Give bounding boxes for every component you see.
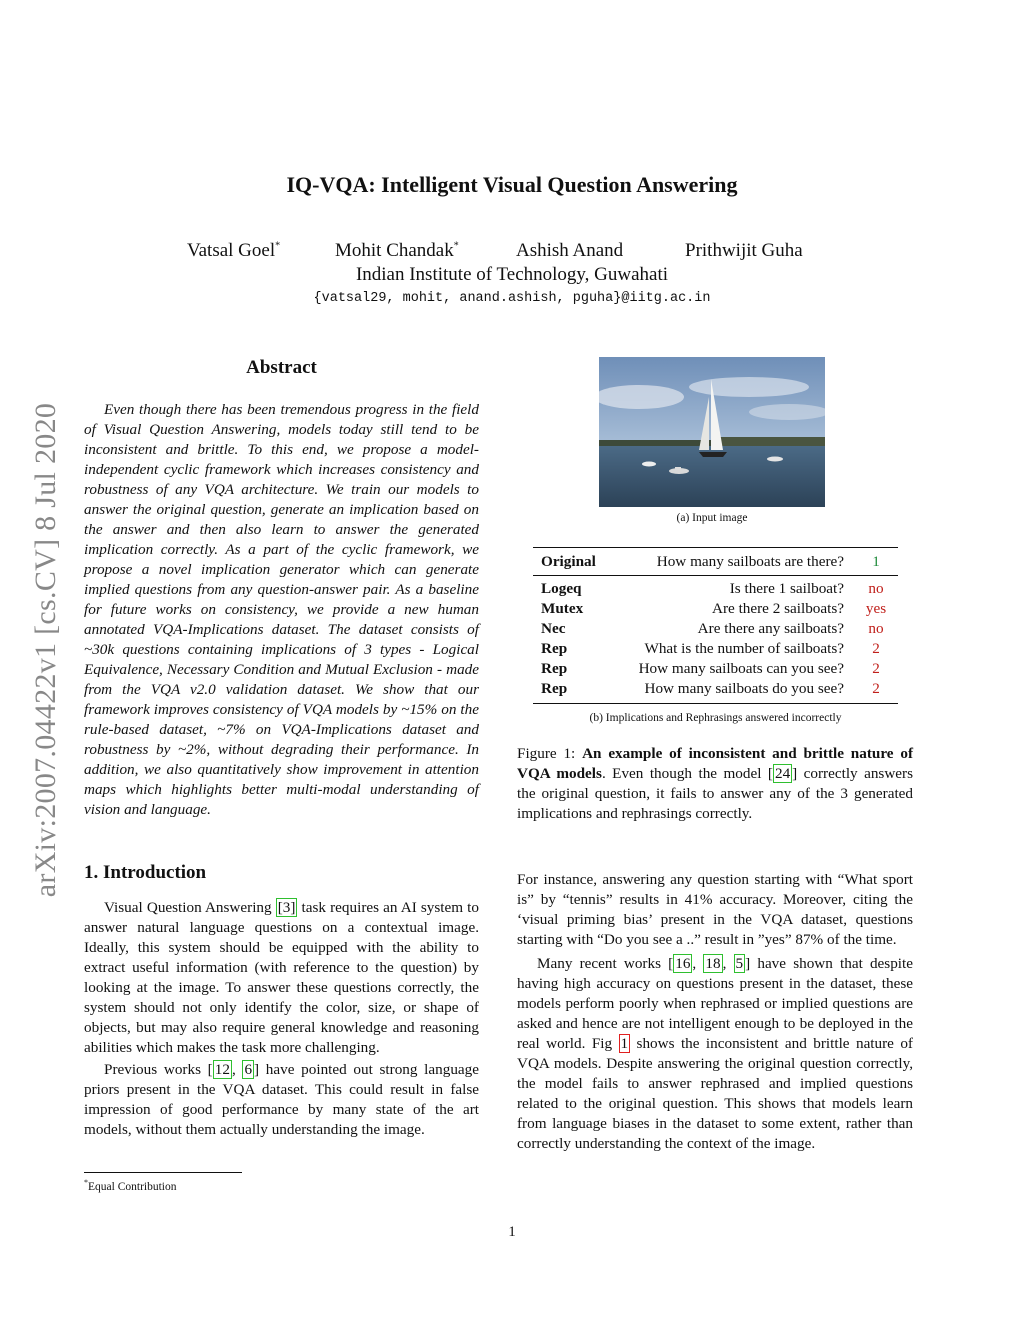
table-row-original xyxy=(533,548,898,576)
row-question: What is the number of sailboats? xyxy=(644,640,844,657)
paper-title: IQ-VQA: Intelligent Visual Question Answering xyxy=(286,172,738,197)
row-label: Logeq xyxy=(541,580,582,597)
intro-paragraph-2: Previous works [ 12 , 6 ] have pointed out strong language priors present in the VQA dataset. This could result in false impression of good performance by many state of the art models, without them actually understanding the image. xyxy=(84,1061,480,1138)
table-row xyxy=(533,639,898,659)
author-1: Vatsal Goel* xyxy=(187,240,281,261)
citation-link[interactable]: 16 xyxy=(675,955,691,972)
citation-link[interactable]: 6 xyxy=(244,1061,253,1078)
citation-link[interactable]: 12 xyxy=(214,1061,230,1078)
table-row xyxy=(533,679,898,699)
figure-subcaption-b: (b) Implications and Rephrasings answered incorrectly xyxy=(589,712,842,724)
row-answer: 2 xyxy=(872,680,880,697)
row-label: Rep xyxy=(541,660,568,677)
figure-subcaption-a: (a) Input image xyxy=(676,512,748,524)
row-question: Is there 1 sailboat? xyxy=(729,580,844,597)
right-column-body xyxy=(517,870,913,1154)
arxiv-sidebar-stamp xyxy=(18,372,74,928)
abstract-heading: Abstract xyxy=(246,357,317,378)
table-row xyxy=(533,619,898,639)
table-row xyxy=(533,599,898,619)
row-label: Original xyxy=(541,552,596,570)
intro-paragraph-1: Visual Question Answering [3] task requires an AI system to answer natural language questions on a contextual image. Ideally, this system should be equipped with the ability to extract useful information (with reference to the question) by looking at the image. To answer these questions correctly, the system should not only identify the color, size, or shape of objects, but may also require general knowledge and reasoning abilities which makes the task more challenging. xyxy=(84,899,479,1056)
row-label: Rep xyxy=(541,680,568,697)
row-question: How many sailboats do you see? xyxy=(644,680,844,697)
right-paragraph-1: For instance, answering any question starting with “What sport is” by “tennis” results in 41% accuracy. Moreover, citing the ‘visual priming bias’ present in the VQA dataset, questions starting with “Do you see a ..” result in ”yes” 87% of the time. xyxy=(517,871,913,948)
table-row xyxy=(533,659,898,679)
row-label: Rep xyxy=(541,640,568,657)
row-answer: no xyxy=(868,580,884,597)
citation-link[interactable]: 5 xyxy=(735,955,744,972)
right-paragraph-2: Many recent works [ 16 , 18 , 5 ] have shown that despite having high accuracy on questions present in the dataset, these models perform poorly when rephrased or implied questions are asked and hence are not intelligent enough to be deployed in the real world. Fig 1 shows the inconsistent and brittle nature of VQA models. Despite answering the original question correctly, the model fails to answer rephrased and implied questions related to the original question. This shows that models learn from language biases in the dataset to some extent, rather than correctly understanding the context of the image. xyxy=(517,955,913,1152)
author-3: Ashish Anand xyxy=(516,240,624,261)
citation-link[interactable]: [3] xyxy=(277,899,296,916)
row-answer: 2 xyxy=(872,660,880,677)
introduction-body xyxy=(84,898,479,1140)
footnote: *Equal Contribution xyxy=(84,1178,177,1193)
implications-table xyxy=(533,547,898,704)
author-emails: {vatsal29, mohit, anand.ashish, pguha}@iitg.ac.in xyxy=(313,291,711,306)
citation-link[interactable]: 18 xyxy=(705,955,721,972)
table-row xyxy=(533,579,898,599)
row-question: Are there 2 sailboats? xyxy=(712,600,844,617)
citation-link[interactable]: 24 xyxy=(774,765,791,782)
row-question: How many sailboats are there? xyxy=(656,552,844,570)
author-2: Mohit Chandak* xyxy=(335,240,459,261)
affiliation: Indian Institute of Technology, Guwahati xyxy=(355,264,669,285)
row-answer: 1 xyxy=(872,552,880,570)
row-label: Mutex xyxy=(541,600,584,617)
page-number: 1 xyxy=(508,1224,516,1240)
row-answer: 2 xyxy=(872,640,880,657)
abstract-text: Even though there has been tremendous progress in the field of Visual Question Answering, models today still tend to be inconsistent and brittle. To this end, we propose a model-independent cyclic framework which increases consistency and robustness of any VQA architecture. We train our models to answer the original question, generate an implication based on the answer and then also learn to answer the generated implication correctly. As a part of the cyclic framework, we propose a novel implication generator which can generate implied questions from any question-answer pair. As a baseline for future works on consistency, we provide a new human annotated VQA-Implications dataset. The dataset consists of ~30k questions containing implications of 3 types - Logical Equivalence, Necessary Condition and Mutual Exclusion - made from the VQA v2.0 validation dataset. We show that our framework improves consistency of VQA models by ~15% on the rule-based dataset, ~7% on VQA-Implications dataset and robustness by ~2%, without degrading their performance. In addition, we also quantitatively show improvement in attention maps which highlights better multi-modal understanding of vision and language. xyxy=(84,401,479,818)
introduction-heading: 1. Introduction xyxy=(84,862,207,883)
figure-caption: Figure 1: An example of inconsistent and brittle nature of VQA models. Even though the model [ 24 ] correctly answers the original question, it fails to answer any of the 3 generated implications and rephrasings correctly. xyxy=(517,745,914,822)
row-question: Are there any sailboats? xyxy=(697,620,844,637)
author-4: Prithwijit Guha xyxy=(685,240,803,261)
sailboat-photo xyxy=(599,357,825,507)
row-answer: yes xyxy=(865,600,887,617)
row-label: Nec xyxy=(541,620,566,637)
arxiv-identifier: arXiv:2007.04422v1 [cs.CV] 8 Jul 2020 xyxy=(29,402,62,898)
row-answer: no xyxy=(868,620,884,637)
row-question: How many sailboats can you see? xyxy=(638,660,844,677)
figure-reference-link[interactable]: 1 xyxy=(620,1035,629,1052)
footnote-divider xyxy=(84,1172,242,1173)
